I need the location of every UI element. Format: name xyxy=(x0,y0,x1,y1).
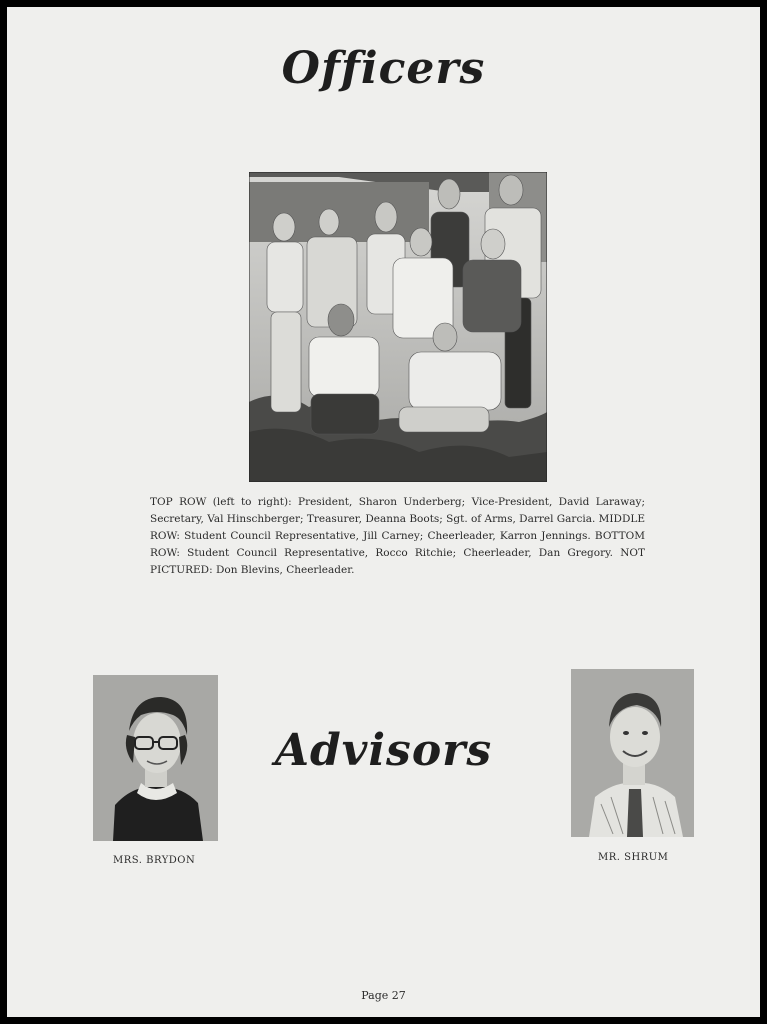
shrum-name-label: MR. SHRUM xyxy=(598,852,669,863)
shrum-portrait xyxy=(571,669,694,837)
advisors-title: Advisors xyxy=(274,725,493,776)
brydon-name-label: MRS. BRYDON xyxy=(113,855,196,866)
officers-group-photo xyxy=(249,172,547,482)
page-number: Page 27 xyxy=(361,989,406,1002)
yearbook-page xyxy=(7,7,760,1017)
officers-title: Officers xyxy=(281,43,486,94)
officers-caption: TOP ROW (left to right): President, Sharon Underberg; Vice-President, David Laraway; Secretary, Val Hinschberger; Treasurer, Deanna Boots; Sgt. of Arms, Darrel Garcia. MIDDLE ROW: Student Council Representative, Jill Carney; Cheerleader, Karron Jennings. BOTTOM ROW: Student Council Representative, Rocco Ritchie; Cheerleader, Dan Gregory. NOT PICTURED: Don Blevins, Cheerleader. xyxy=(150,496,645,576)
